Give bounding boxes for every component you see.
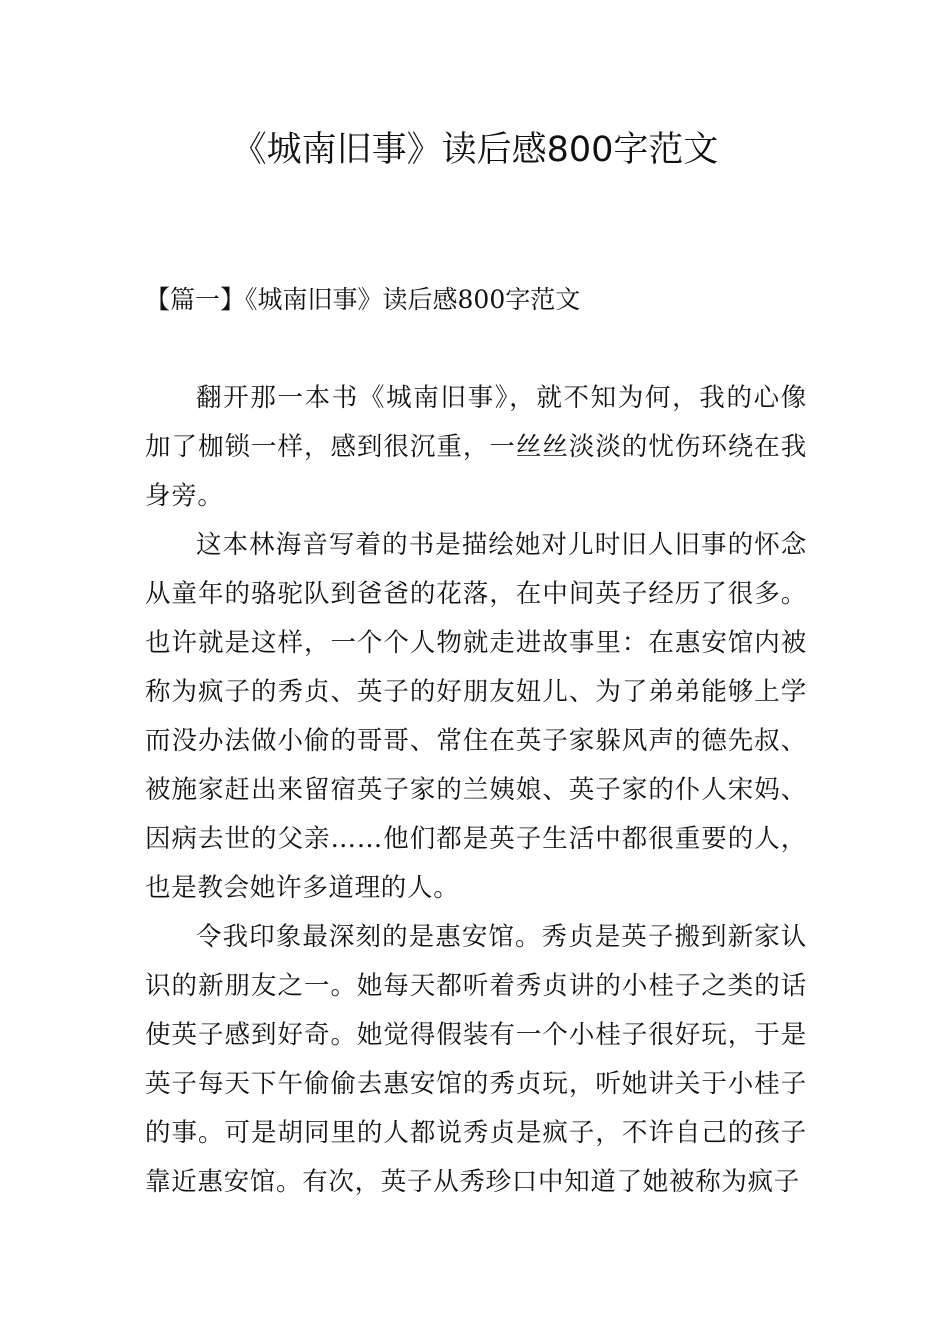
document-title: 《城南旧事》读后感800字范文 [231,130,719,170]
body-text [145,374,807,1207]
paragraph-2: 这本林海音写着的书是描绘她对儿时旧人旧事的怀念从童年的骆驼队到爸爸的花落，在中间英子经历了很多。也许就是这样，一个个人物就走进故事里：在惠安馆内被称为疯子的秀贞、英子的好朋友妞儿、为了弟弟能够上学而没办法做小偷的哥哥、常住在英子家躲风声的德先叔、被施家赶出来留宿英子家的兰姨娘、英子家的仆人宋妈、因病去世的父亲……他们都是英子生活中都很重要的人，也是教会她许多道理的人。 [145,530,807,903]
section-heading: 【篇一】《城南旧事》读后感800字范文 [145,285,581,314]
paragraph-1: 翻开那一本书《城南旧事》，就不知为何，我的心像加了枷锁一样，感到很沉重，一丝丝淡淡的忧伤环绕在我身旁。 [145,383,807,511]
paragraph-3: 令我印象最深刻的是惠安馆。秀贞是英子搬到新家认识的新朋友之一。她每天都听着秀贞讲的小桂子之类的话使英子感到好奇。她觉得假装有一个小桂子很好玩，于是英子每天下午偷偷去惠安馆的秀贞玩，听她讲关于小桂子的事。可是胡同里的人都说秀贞是疯子，不许自己的孩子靠近惠安馆。有次，英子从秀珍口中知道了她被称为疯子 [145,922,807,1197]
